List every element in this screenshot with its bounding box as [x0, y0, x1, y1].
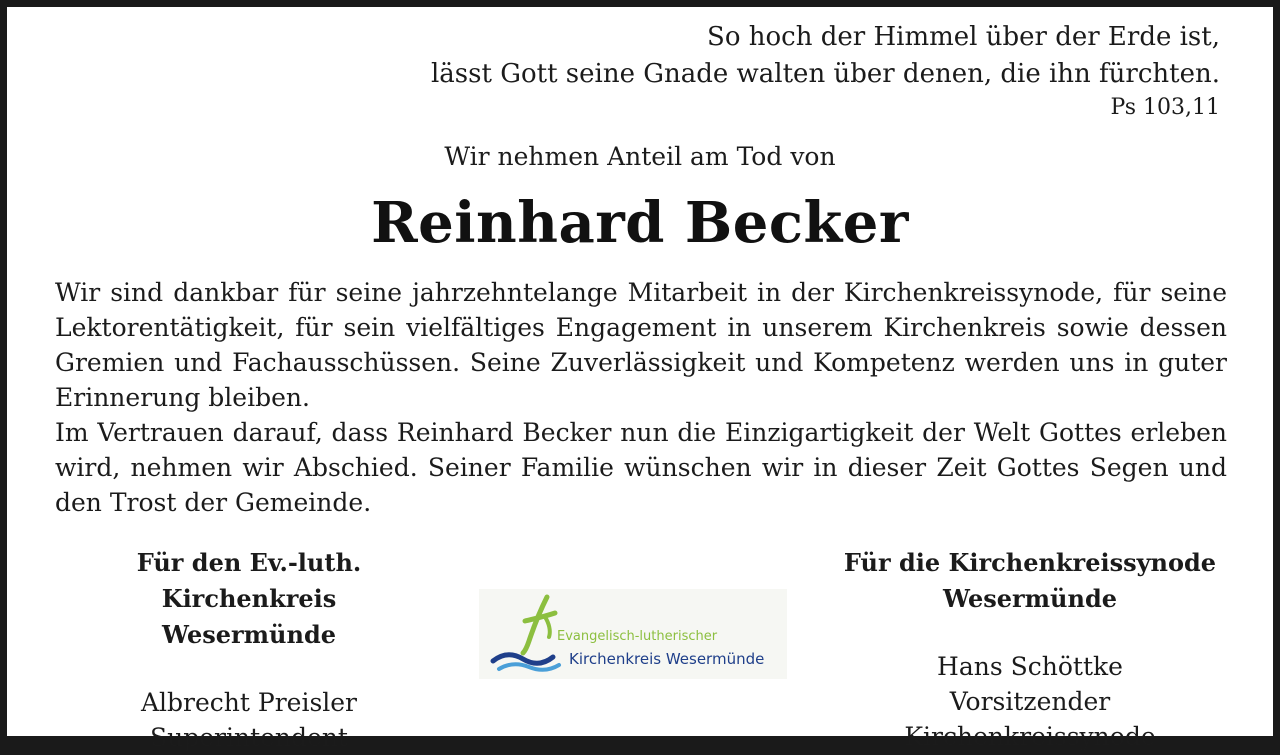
body-paragraph-2: Im Vertrauen darauf, dass Reinhard Becker nun die Einzigartigkeit der Welt Gottes erleben wird, nehmen wir Abschied. Seiner Familie wünschen wir in dieser Zeit Gottes Segen und den Trost der Gemeinde. [55, 418, 1227, 517]
signature-left-title-line-2: Wesermünde [161, 620, 337, 649]
deceased-name: Reinhard Becker [371, 190, 909, 256]
verse-line-2: lässt Gott seine Gnade walten über denen, die ihn fürchten. [430, 59, 1220, 89]
church-district-logo [479, 589, 787, 679]
logo-text-line-1: Evangelisch-lutherischer [557, 629, 718, 644]
intro-text: Wir nehmen Anteil am Tod von [444, 142, 836, 171]
verse-reference: Ps 103,11 [1110, 95, 1220, 120]
signature-left-title [53, 545, 445, 653]
signature-right-title [833, 545, 1227, 617]
bible-verse [431, 19, 1220, 123]
notice-body [55, 275, 1227, 520]
signature-left-role: Superintendent [150, 723, 348, 752]
signature-right-person-block [833, 649, 1227, 754]
signature-left-name: Albrecht Preisler [140, 688, 358, 717]
signature-right-title-line-2: Wesermünde [942, 584, 1118, 613]
signature-left-person-block [53, 685, 445, 755]
logo-text-line-2: Kirchenkreis Wesermünde [569, 650, 765, 668]
signature-right-name: Hans Schöttke [937, 652, 1123, 681]
verse-line-1: So hoch der Himmel über der Erde ist, [707, 22, 1220, 52]
signature-right-title-line-1: Für die Kirchenkreissynode [843, 548, 1217, 577]
obituary-notice [7, 7, 1273, 752]
body-paragraph-1: Wir sind dankbar für seine jahrzehntelange Mitarbeit in der Kirchenkreissynode, für seine Lektorentätigkeit, für sein vielfältiges Engagement in unserem Kirchenkreis sowie dessen Gremien und Fachausschüssen. Seine Zuverlässigkeit und Kompetenz werden uns in guter Erinnerung bleiben. [55, 278, 1227, 412]
signature-right [833, 545, 1227, 754]
signature-left [53, 545, 445, 755]
signature-left-title-line-1: Für den Ev.-luth. Kirchenkreis [136, 548, 362, 613]
signature-right-role: Vorsitzender Kirchenkreissynode [904, 687, 1156, 751]
